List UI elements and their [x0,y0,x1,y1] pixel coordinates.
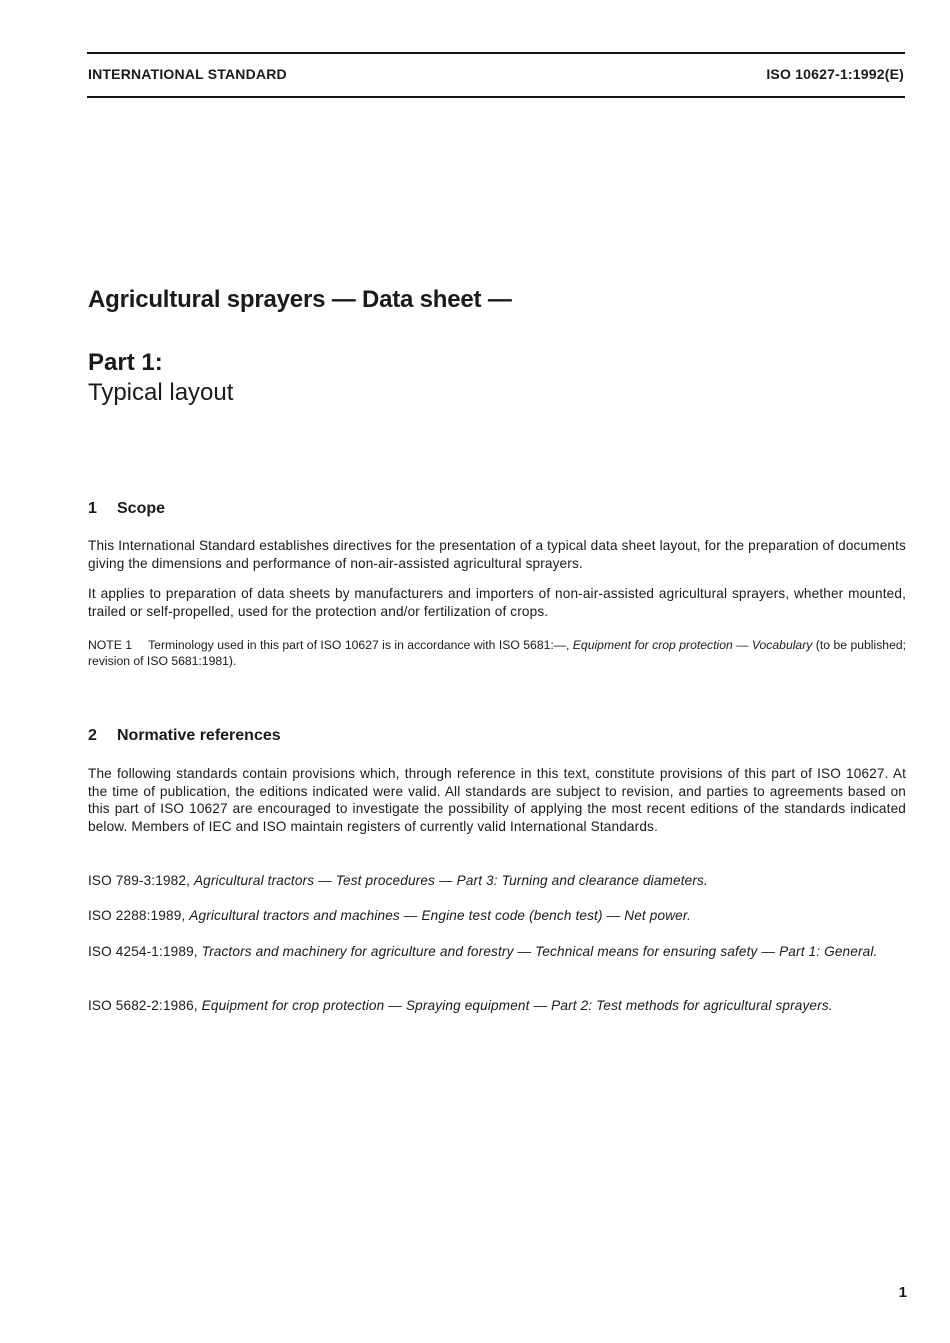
reference-title: Tractors and machinery for agriculture and forestry — Technical means for ensuring safety — Part 1: General. [201,944,878,959]
reference-title: Agricultural tractors and machines — Engine test code (bench test) — Net power. [189,908,691,923]
page-number: 1 [898,1284,907,1301]
note-italic-title: Equipment for crop protection — Vocabulary [572,638,813,652]
scope-note [88,637,906,669]
header-rule-bottom [87,96,905,98]
section-1-heading [88,500,165,518]
document-title: Agricultural sprayers — Data sheet — [88,286,512,313]
reference-code: ISO 789-3:1982, [88,873,194,888]
header-standard-number: ISO 10627-1:1992(E) [766,66,904,82]
reference-code: ISO 4254-1:1989, [88,944,202,959]
note-text-after: (to be published; revision of ISO 5681:1981). [88,638,907,668]
note-label: NOTE 1 [88,638,133,652]
reference-item [88,943,906,961]
reference-item [88,997,906,1015]
reference-title: Agricultural tractors — Test procedures — Part 3: Turning and clearance diameters. [193,873,708,888]
section-2-number: 2 [88,727,97,744]
scope-paragraph-2: It applies to preparation of data sheets by manufacturers and importers of non-air-assisted agricultural sprayers, whether mounted, trailed or self-propelled, used for the protection and/or fertilization of crops. [88,586,906,619]
part-number: Part 1: [88,349,163,376]
section-2-title: Normative references [117,727,281,744]
note-text-before: Terminology used in this part of ISO 10627 is in accordance with ISO 5681:—, [148,638,573,652]
part-title: Typical layout [88,379,234,406]
header-standard-type: INTERNATIONAL STANDARD [88,66,287,82]
section-1-number: 1 [88,500,97,517]
reference-title: Equipment for crop protection — Spraying equipment — Part 2: Test methods for agricultural sprayers. [201,998,833,1013]
section-2-heading [88,727,281,745]
scope-paragraph-1: This International Standard establishes directives for the presentation of a typical data sheet layout, for the preparation of documents giving the dimensions and performance of non-air-assisted agricultural sprayers. [88,538,906,571]
reference-code: ISO 5682-2:1986, [88,998,202,1013]
section-1-title: Scope [117,500,166,517]
normative-references-paragraph: The following standards contain provisions which, through reference in this text, constitute provisions of this part of ISO 10627. At the time of publication, the editions indicated were valid. All standards are subject to revision, and parties to agreements based on this part of ISO 10627 are encouraged to investigate the possibility of applying the most recent editions of the standards indicated below. Members of IEC and ISO maintain registers of currently valid International Standards. [88,766,906,834]
reference-code: ISO 2288:1989, [88,908,190,923]
running-header [88,66,904,82]
header-rule-top [87,52,905,54]
reference-item [88,907,906,925]
reference-item [88,872,906,890]
